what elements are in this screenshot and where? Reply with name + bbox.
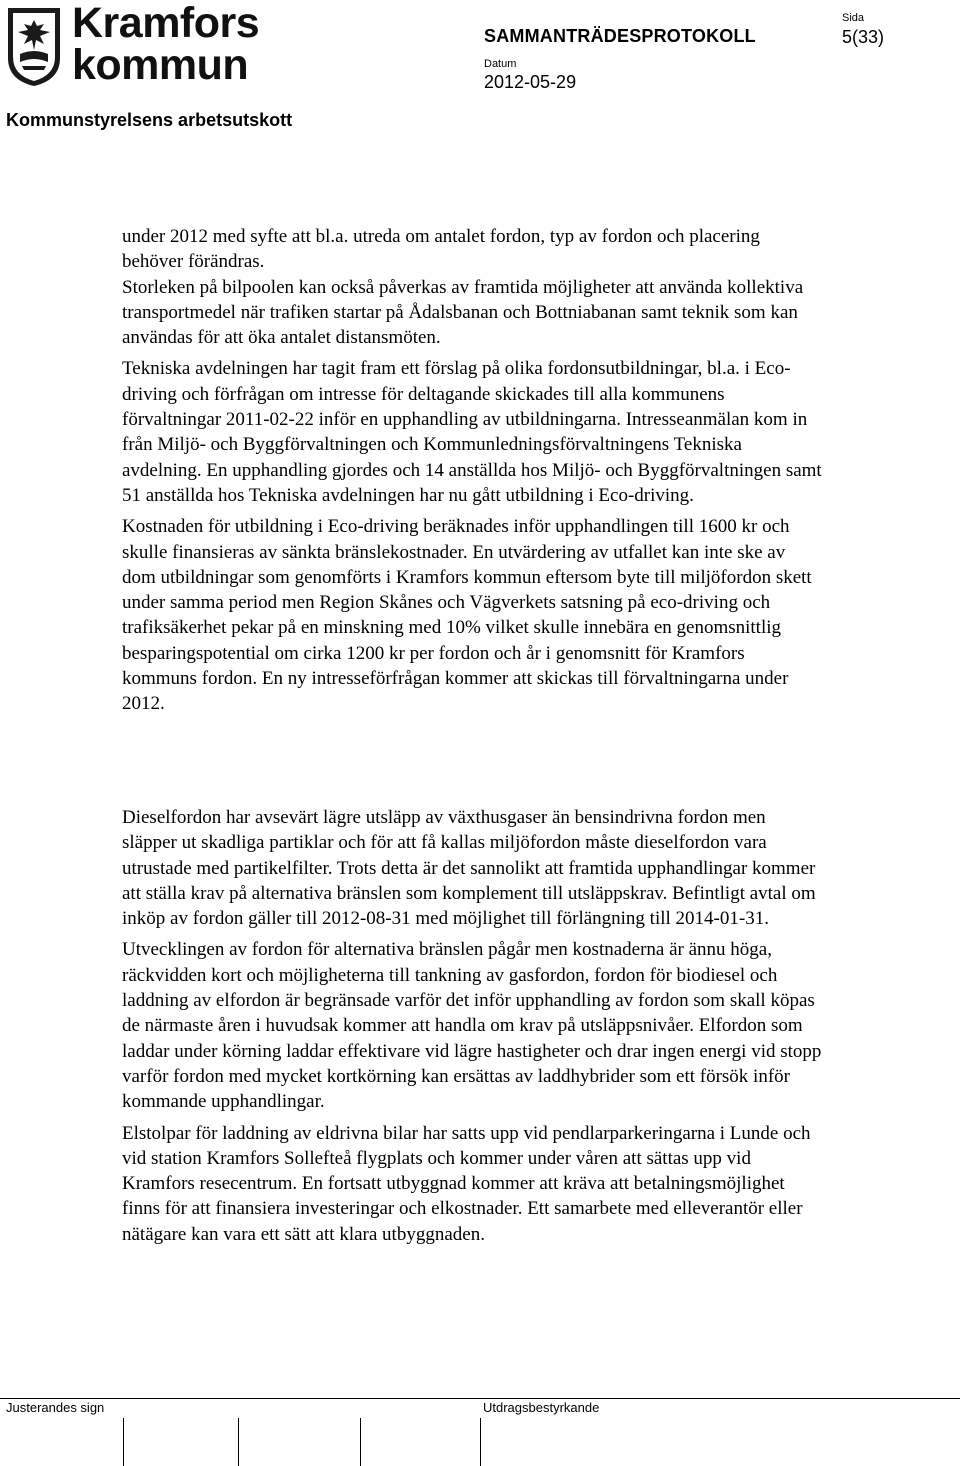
municipality-logo bbox=[6, 0, 260, 89]
signature-box-divider bbox=[480, 1418, 481, 1466]
document-title: SAMMANTRÄDESPROTOKOLL bbox=[484, 26, 756, 46]
paragraph: Storleken på bilpoolen kan också påverkas av framtida möjligheter att använda kollektiva transportmedel när trafiken startar på Ådalsbanan och Bottniabanan samt teknik som kan användas för att öka antalet distansmöten. bbox=[122, 276, 804, 349]
paragraph: Tekniska avdelningen har tagit fram ett förslag på olika fordonsutbildningar, bl.a. i Eco-driving och förfrågan om intresse för deltagande skickades till alla kommunens förvaltningar 2011-02-22 inför en upphandling av utbildningarna. Intresseanmälan kom in från Miljö- och Byggförvaltningen och Kommunledningsförvaltningens Tekniska avdelning. En upphandling gjordes och 14 anställda hos Miljö- och Byggförvaltningen samt 51 anställda hos Tekniska avdelningen har nu gått utbildning i Eco-driving. bbox=[122, 358, 822, 506]
committee-name: Kommunstyrelsens arbetsutskott bbox=[6, 110, 293, 130]
signature-box-divider bbox=[360, 1418, 361, 1466]
page-label: Sida bbox=[842, 12, 865, 24]
signature-box-divider bbox=[238, 1418, 239, 1466]
paragraph: under 2012 med syfte att bl.a. utreda om antalet fordon, typ av fordon och placering behöver förändras. bbox=[122, 226, 760, 273]
logo-text-line2: kommun bbox=[72, 41, 249, 89]
paragraph: Elstolpar för laddning av eldrivna bilar har satts upp vid pendlarparkeringarna i Lunde och vid station Kramfors Sollefteå flygplats och kommer under våren att sättas upp vid Kramfors resecentrum. En fortsatt utbyggnad kommer att kräva att betalningsmöjlighet finns för att finansiera investeringar och elkostnader. Ett samarbete med elleverantör eller nätägare kan vara ett sätt att klara utbyggnaden. bbox=[122, 1122, 811, 1245]
body-section-2 bbox=[122, 805, 822, 1253]
signature-box-divider bbox=[123, 1418, 124, 1466]
page-number: 5(33) bbox=[842, 27, 885, 47]
logo-text-line1: Kramfors bbox=[72, 0, 260, 47]
paragraph: Kostnaden för utbildning i Eco-driving beräknades inför upphandlingen till 1600 kr och skulle finansieras av sänkta bränslekostnader. En utvärdering av utfallet kan inte ske av dom utbildningar som genomförts i Kramfors kommun eftersom byte till miljöfordon skett under samma period men Region Skånes och Vägverkets satsning på eco-driving och trafiksäkerhet pekar på en minskning med 10% vilket skulle innebära en genomsnittlig besparingspotential om cirka 1200 kr per fordon och år i genomsnitt för Kramfors kommuns fordon. En ny intresseförfrågan kommer att skickas till förvaltningarna under 2012. bbox=[122, 516, 812, 715]
paragraph: Dieselfordon har avsevärt lägre utsläpp av växthusgaser än bensindrivna fordon men släpper ut skadliga partiklar och för att få kallas miljöfordon måste dieselfordon vara utrustade med partikelfilter. Trots detta är det sannolikt att framtida upphandlingar kommer att ställa krav på alternativa bränslen som komplement till utsläppskrav. Befintligt avtal om inköp av fordon gäller till 2012-08-31 med möjlighet till förlängning till 2014-01-31. bbox=[122, 807, 816, 930]
signature-label: Justerandes sign bbox=[6, 1400, 105, 1415]
paragraph: Utvecklingen av fordon för alternativa bränslen pågår men kostnaderna är ännu höga, räckvidden kort och möjligheterna till tankning av gasfordon, fordon för biodiesel och laddning av elfordon är begränsade varför det inför upphandling av fordon som skall köpas de närmaste åren i huvudsak kommer att handla om krav på utsläppsnivåer. Elfordon som laddar under körning laddar effektivare vid lägre hastigheter och drar ingen energi vid stopp varför fordon med mycket kortkörning kan ersättas av laddhybrider som ett försök inför kommande upphandlingar. bbox=[122, 939, 822, 1113]
date-label: Datum bbox=[484, 58, 517, 70]
body-section-1 bbox=[122, 224, 822, 723]
date-value: 2012-05-29 bbox=[484, 72, 577, 92]
coat-of-arms-icon bbox=[6, 6, 62, 88]
extract-certification-label: Utdragsbestyrkande bbox=[483, 1400, 600, 1415]
footer-divider bbox=[0, 1398, 960, 1399]
